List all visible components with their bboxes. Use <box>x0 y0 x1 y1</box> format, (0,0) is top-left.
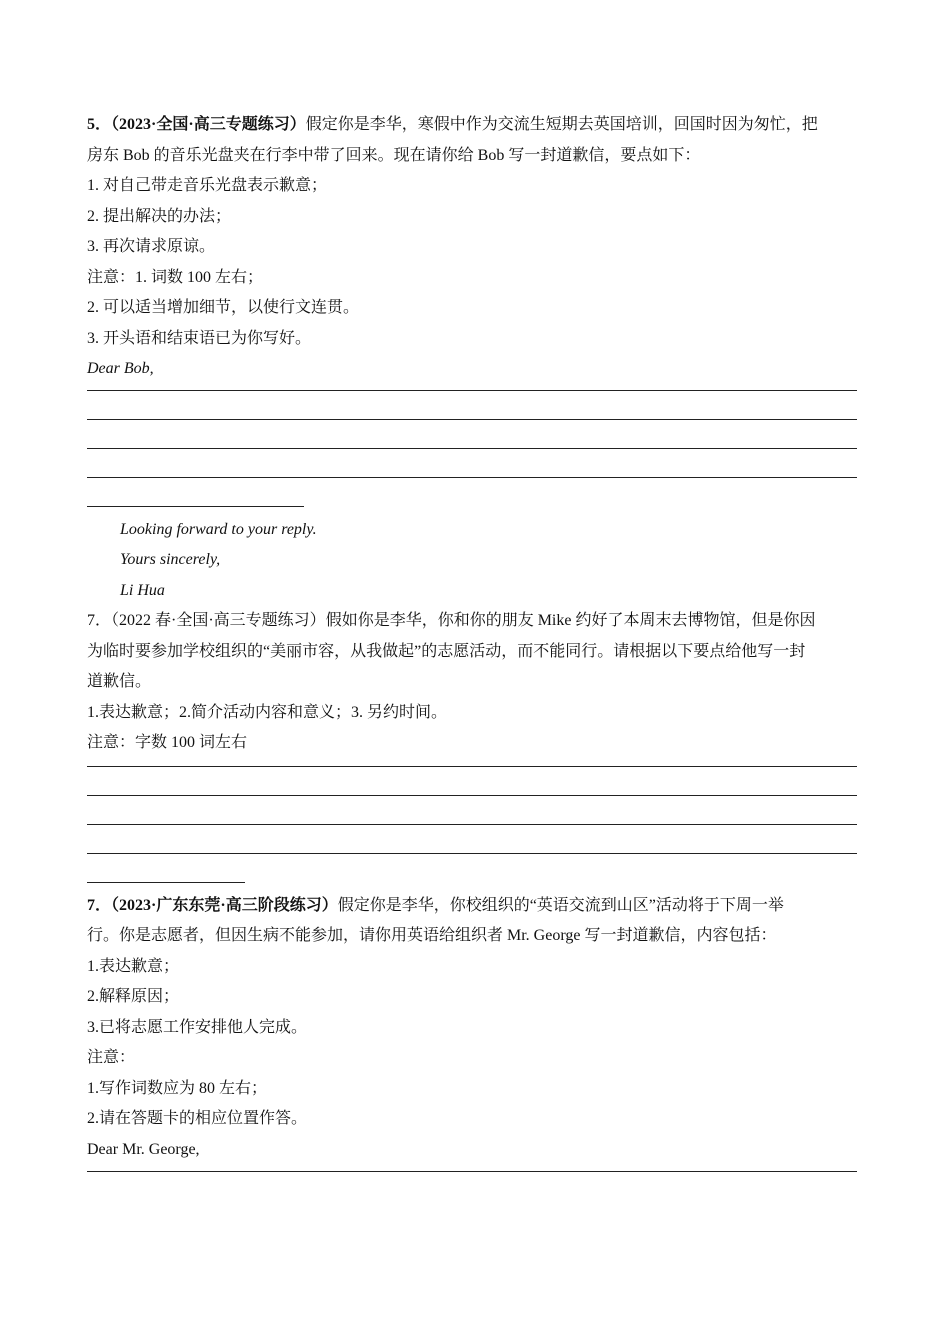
q5-closing-1: Looking forward to your reply. <box>120 520 317 538</box>
q5-closing-2: Yours sincerely, <box>120 551 221 568</box>
q5-closing-3: Li Hua <box>120 581 165 599</box>
q7a-prompt-line-1 <box>87 606 857 637</box>
q5-point-1: 1. 对自己带走音乐光盘表示歉意； <box>87 177 328 194</box>
q5-number: 5． <box>87 116 112 133</box>
q5-point-2: 2. 提出解决的办法； <box>87 207 232 225</box>
q5-note-2: 2. 可以适当增加细节，以使行文连贯。 <box>87 299 360 316</box>
q5-answer-area[interactable] <box>87 385 857 515</box>
q7b-prompt-line-1 <box>87 891 857 922</box>
answer-line <box>87 390 857 391</box>
q5-source: （2023·全国·高三专题练习） <box>111 116 306 133</box>
answer-line-short <box>87 882 245 883</box>
q7a-points: 1.表达歉意；2.简介活动内容和意义；3. 另约时间。 <box>87 703 448 721</box>
q7b-number: 7． <box>87 896 112 914</box>
q5-point-3: 3. 再次请求原谅。 <box>87 238 216 255</box>
q7b-note-title: 注意： <box>87 1049 136 1066</box>
q7a-number: 7． <box>87 612 112 629</box>
answer-line <box>87 766 857 767</box>
q5-prompt-text-1: 假定你是李华，寒假中作为交流生短期去英国培训，回国时因为匆忙，把 <box>305 116 818 133</box>
answer-line <box>87 477 857 478</box>
q5-prompt-line-2: 房东 Bob 的音乐光盘夹在行李中带了回来。现在请你给 Bob 写一封道歉信，要点如下： <box>87 146 701 164</box>
answer-line <box>87 853 857 854</box>
q7b-answer-area[interactable] <box>87 1165 857 1185</box>
q5-note-1: 注意：1. 词数 100 左右； <box>87 268 264 286</box>
q7a-prompt-line-3: 道歉信。 <box>87 673 152 690</box>
q7b-point-3: 3.已将志愿工作安排他人完成。 <box>87 1018 308 1036</box>
q7a-source: （2022 春·全国·高三专题练习） <box>111 612 326 629</box>
q5-note-3: 3. 开头语和结束语已为你写好。 <box>87 329 312 347</box>
q7a-answer-area[interactable] <box>87 759 857 891</box>
answer-line <box>87 795 857 796</box>
q5-prompt-line-1 <box>87 110 857 141</box>
answer-line <box>87 1171 857 1172</box>
answer-line <box>87 824 857 825</box>
q7b-note-2: 2.请在答题卡的相应位置作答。 <box>87 1110 308 1127</box>
q7b-source: （2023·广东东莞·高三阶段练习） <box>111 896 338 914</box>
document-page <box>87 110 857 1185</box>
q7b-salutation: Dear Mr. George, <box>87 1140 200 1158</box>
answer-line <box>87 448 857 449</box>
q7b-prompt-text-1: 假定你是李华，你校组织的“英语交流到山区”活动将于下周一举 <box>337 896 784 914</box>
q7b-note-1: 1.写作词数应为 80 左右； <box>87 1079 268 1097</box>
q7a-note: 注意：字数 100 词左右 <box>87 734 248 751</box>
q7b-prompt-line-2: 行。你是志愿者，但因生病不能参加，请你用英语给组织者 Mr. George 写一封道歉信，内容包括： <box>87 927 777 944</box>
q7a-prompt-line-2: 为临时要参加学校组织的“美丽市容，从我做起”的志愿活动，而不能同行。请根据以下要点给他写一封 <box>87 642 806 660</box>
answer-line <box>87 419 857 420</box>
answer-line-short <box>87 506 304 507</box>
q7b-point-1: 1.表达歉意； <box>87 957 180 975</box>
q7a-prompt-text-1: 假如你是李华，你和你的朋友 Mike 约好了本周末去博物馆，但是你因 <box>325 612 816 629</box>
q7b-point-2: 2.解释原因； <box>87 988 180 1005</box>
q5-salutation: Dear Bob, <box>87 360 154 377</box>
